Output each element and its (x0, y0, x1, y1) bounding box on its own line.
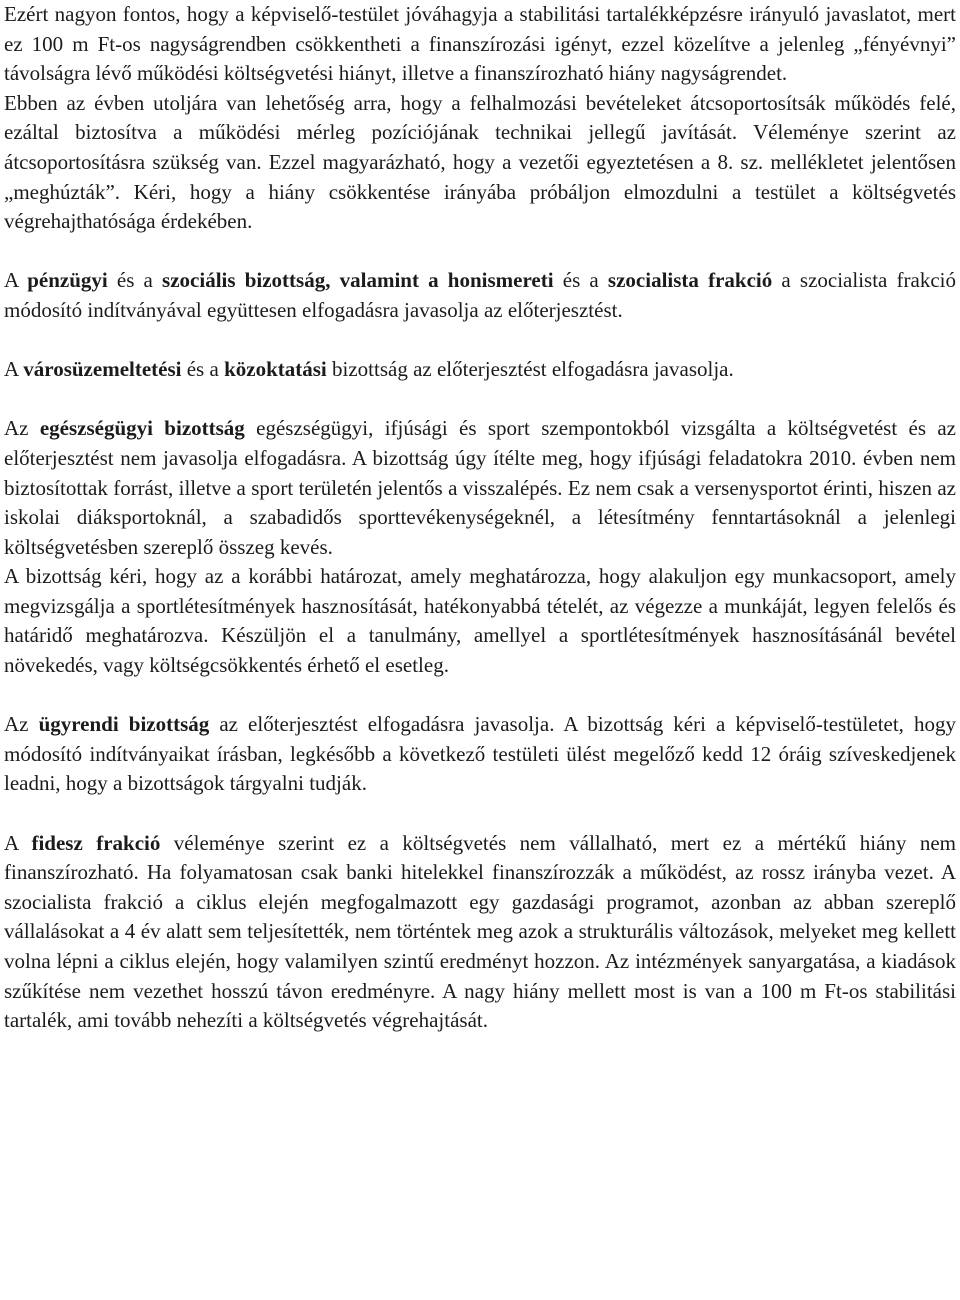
text-run: és a (553, 268, 608, 293)
text-run: Az (4, 712, 39, 737)
text-run: és a (107, 268, 163, 293)
text-run: A (4, 830, 32, 855)
paragraph (4, 710, 956, 799)
paragraph (4, 0, 956, 89)
bold-text-run: egészségügyi bizottság (39, 416, 245, 441)
text-run: A (4, 357, 24, 382)
paragraph (4, 89, 956, 237)
bold-text-run: városüzemeltetési (23, 357, 182, 382)
paragraph (4, 355, 956, 385)
text-run: bizottság az előterjesztést elfogadásra javasolja. (326, 357, 734, 382)
text-run: az előterjesztést elfogadásra javasolja. A bizottság kéri a képviselő-testületet, hogy módosító indítványaikat írásban, legkésőbb a következő testületi ülést megelőző kedd 12 óráig szíveskedjenek leadni, hogy a bizottságok tárgyalni tudják. (4, 712, 956, 796)
text-run: Ezért nagyon fontos, hogy a képviselő-testület jóváhagyja a stabilitási tartalékképzésre irányuló javaslatot, mert ez 100 m Ft-os nagyságrendben csökkentheti a finanszírozási igényt, ezzel közelítve a jelenleg „fényévnyi” távolságra lévő működési költségvetési hiányt, illetve a finanszírozható hiány nagyságrendet. (4, 2, 956, 86)
bold-text-run: fidesz frakció (31, 830, 161, 855)
paragraph (4, 266, 956, 325)
paragraph (4, 829, 956, 1036)
document-body (4, 0, 956, 1036)
text-run: Az (4, 416, 40, 441)
text-run: véleménye szerint ez a költségvetés nem vállalható, mert ez a mértékű hiány nem finanszírozható. Ha folyamatosan csak banki hitelekkel finanszírozzák a működést, az rossz irányba vezet. A szocialista frakció a ciklus elején megfogalmazott egy gazdasági programot, azonban az abban szereplő vállalásokat a 4 év alatt sem teljesítették, nem történtek meg azok a strukturális változások, melyeket meg kellett volna lépni a ciklus elején, hogy valamilyen szintű eredményt hozzon. Az intézmények sanyargatása, a kiadások szűkítése nem vezethet hosszú távon eredményre. A nagy hiány mellett most is van a 100 m Ft-os stabilitási tartalék, ami tovább nehezíti a költségvetés végrehajtását. (4, 830, 956, 1033)
bold-text-run: szociális bizottság, valamint a honismereti (162, 268, 554, 293)
text-run: egészségügyi, ifjúsági és sport szempontokból vizsgálta a költségvetést és az előterjesztést nem javasolja elfogadásra. A bizottság úgy ítélte meg, hogy ifjúsági feladatokra 2010. évben nem biztosítottak forrást, illetve a sport területén jelentős a visszalépés. Ez nem csak a versenysportot érinti, hiszen az iskolai diáksportoknál, a szabadidős sporttevékenységeknél, a létesítmény fenntartásoknál a jelenlegi költségvetésben szereplő összeg kevés. (4, 416, 956, 559)
text-run: és a (181, 357, 225, 382)
text-run: a szocialista frakció módosító indítványával együttesen elfogadásra javasolja az előterjesztést. (4, 268, 956, 322)
bold-text-run: szocialista frakció (607, 268, 773, 293)
paragraph (4, 414, 956, 562)
bold-text-run: ügyrendi bizottság (38, 712, 210, 737)
bold-text-run: közoktatási (224, 357, 327, 382)
text-run: A (4, 268, 28, 293)
text-run: A bizottság kéri, hogy az a korábbi határozat, amely meghatározza, hogy alakuljon egy munkacsoport, amely megvizsgálja a sportlétesítmények hasznosítását, hatékonyabbá tételét, az végezze a munkáját, legyen felelős és határidő meghatározva. Készüljön el a tanulmány, amellyel a sportlétesítmények hasznosításánál bevétel növekedés, vagy költségcsökkentés érhető el esetleg. (4, 564, 956, 678)
text-run: Ebben az évben utoljára van lehetőség arra, hogy a felhalmozási bevételeket átcsoportosítsák működés felé, ezáltal biztosítva a működési mérleg pozíciójának technikai jellegű javítását. Véleménye szerint az átcsoportosításra szükség van. Ezzel magyarázható, hogy a vezetői egyeztetésen a 8. sz. mellékletet jelentősen „meghúzták”. Kéri, hogy a hiány csökkentése irányába próbáljon elmozdulni a testület a költségvetés végrehajthatósága érdekében. (4, 90, 956, 234)
bold-text-run: pénzügyi (27, 268, 108, 293)
paragraph (4, 562, 956, 680)
